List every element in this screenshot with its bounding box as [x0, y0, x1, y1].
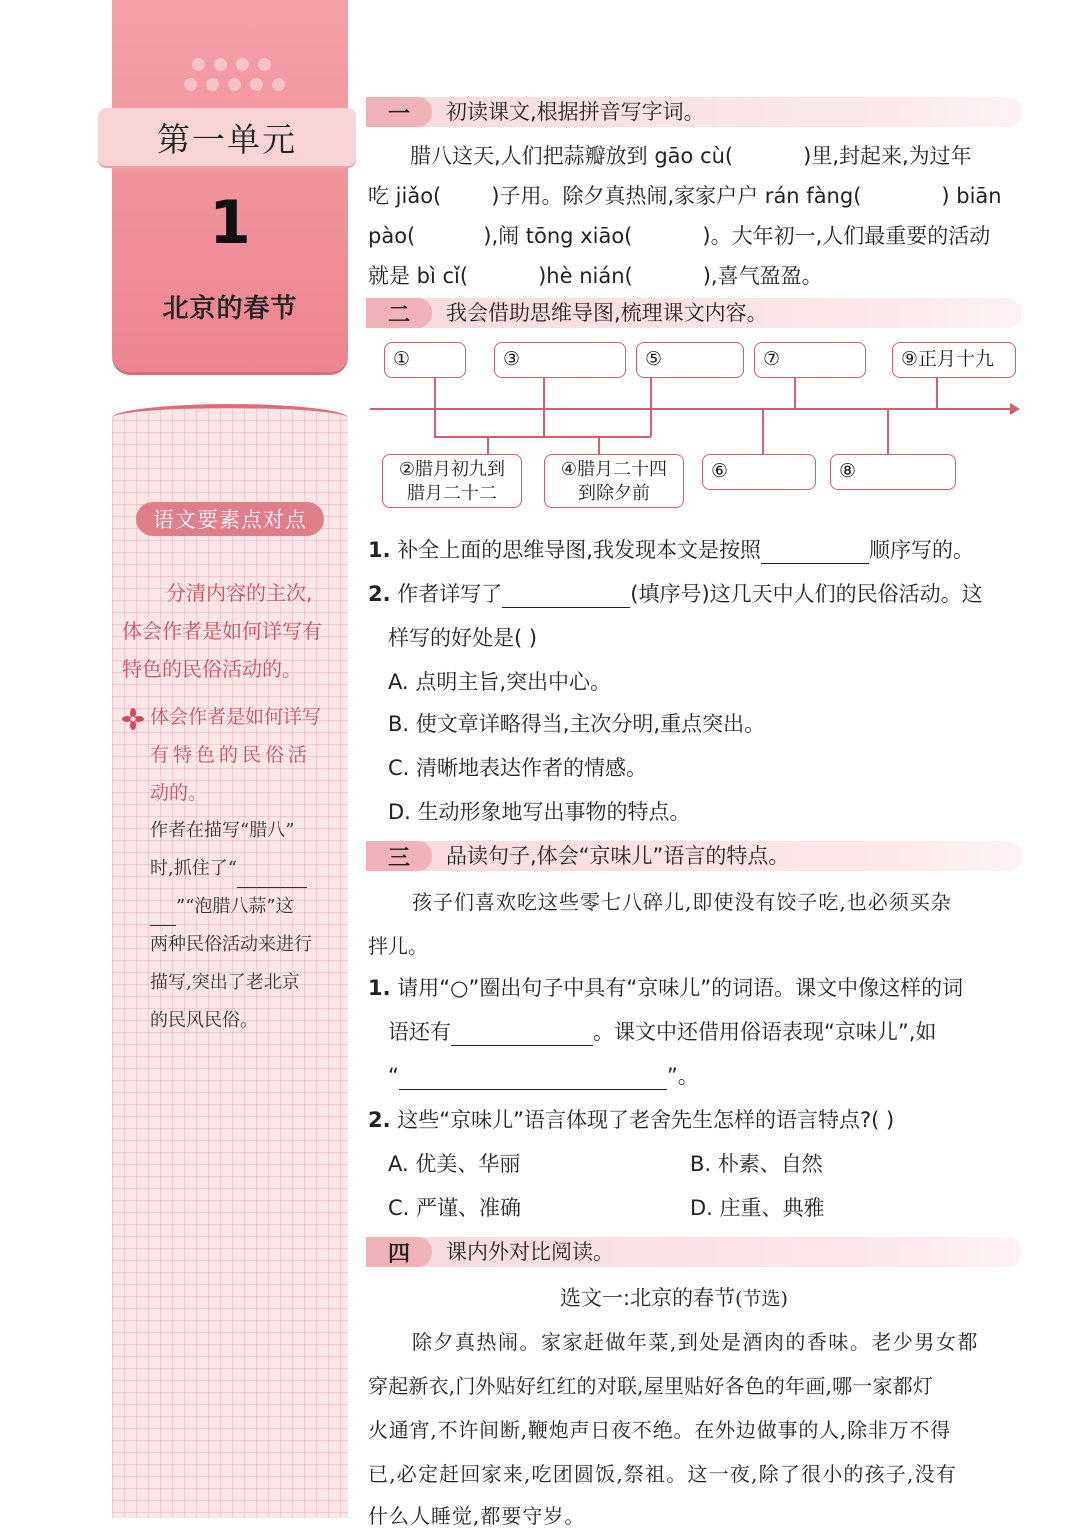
text: )hè nián(	[538, 264, 633, 288]
connector	[598, 436, 600, 456]
text: 吃 jiǎo(	[368, 184, 442, 208]
option-c[interactable]: C. 严谨、准确	[388, 1196, 522, 1220]
arrow-right-icon	[1010, 403, 1020, 415]
answer-line	[150, 850, 307, 888]
text: pào(	[368, 224, 416, 248]
mindmap-box-7[interactable]: ⑦	[754, 342, 866, 378]
mindmap-box-1[interactable]: ①	[384, 342, 466, 378]
decor-dot	[192, 58, 205, 71]
quote-line: 孩子们喜欢吃这些零七八碎儿,即使没有饺子吃,也必须买杂	[412, 890, 952, 914]
question-1	[368, 972, 963, 1002]
decor-dot	[250, 78, 263, 91]
text: )。大年初一,人们最重要的活动	[702, 224, 991, 248]
mindmap-box-9: ⑨正月十九	[892, 342, 1016, 378]
sidebar	[112, 0, 348, 1514]
passage-line: 什么人睡觉,都要守岁。	[368, 1504, 586, 1528]
answer-line: 两种民俗活动来进行	[150, 934, 312, 955]
answer-blank[interactable]	[502, 585, 630, 608]
question-text: (填序号)这几天中人们的民俗活动。这	[630, 582, 983, 606]
unit-label: 第一单元	[98, 108, 356, 166]
mindmap-box-6[interactable]: ⑥	[702, 454, 816, 490]
section-tag: 一	[366, 97, 432, 127]
text: ),闹 tōng xiāo(	[483, 224, 633, 248]
answer-line: 描写,突出了老北京	[150, 972, 300, 993]
question-number: 1.	[368, 538, 391, 562]
question-1	[368, 534, 974, 564]
passage-title-text: 选文一:北京的春节	[560, 1286, 736, 1310]
answer-line	[150, 888, 294, 926]
unit-card	[112, 0, 348, 372]
flower-icon	[122, 708, 144, 730]
decor-dot	[214, 58, 227, 71]
passage-title	[560, 1282, 788, 1312]
tip-line: 动的。	[150, 782, 208, 804]
option-b[interactable]: B. 使文章详略得当,主次分明,重点突出。	[388, 712, 766, 736]
question-text: 作者详写了	[397, 582, 503, 606]
text: ),喜气盈盈。	[702, 264, 823, 288]
timeline-axis	[370, 408, 1016, 410]
option-a[interactable]: A. 点明主旨,突出中心。	[388, 670, 612, 694]
lesson-title: 北京的春节	[162, 294, 298, 324]
passage-line: 已,必定赶回家来,吃团圆饭,祭祖。这一夜,除了很小的孩子,没有	[368, 1462, 957, 1486]
text: 腊八这天,人们把蒜瓣放到 gāo cù(	[410, 144, 734, 168]
text: 就是 bì cǐ(	[368, 264, 469, 288]
connector	[936, 378, 938, 408]
question-2	[368, 1104, 894, 1134]
section-title: 品读句子,体会“京味儿”语言的特点。	[446, 844, 790, 868]
tip-line: 体会作者是如何详写	[150, 706, 322, 728]
mindmap-box-2	[382, 454, 522, 508]
decor-dot	[206, 78, 219, 91]
connector	[650, 378, 652, 408]
question-text: ”。	[666, 1064, 699, 1088]
connector	[487, 436, 489, 456]
question-text: 样写的好处是( )	[388, 626, 538, 650]
question-number: 2.	[368, 582, 391, 606]
option-c[interactable]: C. 清晰地表达作者的情感。	[388, 756, 648, 780]
pinyin-line	[368, 260, 823, 290]
section-title: 我会借助思维导图,梳理课文内容。	[446, 301, 768, 325]
lesson-number: 1	[209, 188, 251, 258]
pinyin-line	[368, 220, 990, 250]
box-line: 到除夕前	[578, 483, 650, 504]
connector	[762, 408, 764, 454]
passage-line: 除夕真热闹。家家赶做年菜,到处是酒肉的香味。老少男女都	[412, 1330, 979, 1354]
answer-text: ”“泡腊八蒜”这	[176, 896, 294, 917]
answer-blank[interactable]	[150, 905, 176, 926]
passage-line: 穿起新衣,门外贴好红红的对联,屋里贴好各色的年画,哪一家都灯	[368, 1374, 934, 1398]
quote-line: 拌儿。	[368, 934, 428, 958]
connector	[887, 408, 889, 454]
section-tag: 二	[366, 298, 432, 328]
decor-dot	[184, 78, 197, 91]
mindmap-box-5[interactable]: ⑤	[636, 342, 744, 378]
notes-heading: 语文要素点对点	[136, 502, 324, 536]
answer-text: 时,抓住了“	[150, 858, 237, 879]
connector	[434, 436, 544, 438]
connector	[794, 378, 796, 408]
question-text: 语还有	[388, 1020, 451, 1044]
answer-line: 作者在描写“腊八”	[150, 820, 295, 841]
answer-blank[interactable]	[237, 867, 307, 888]
question-text: 顺序写的。	[868, 538, 974, 562]
section-tag: 四	[366, 1237, 432, 1267]
question-text: 请用“○”圈出句子中具有“京味儿”的词语。课文中像这样的词	[397, 976, 964, 1000]
mindmap-box-3[interactable]: ③	[494, 342, 626, 378]
question-text: 这些“京味儿”语言体现了老舍先生怎样的语言特点?( )	[397, 1108, 895, 1132]
question-text: 。课文中还借用俗语表现“京味儿”,如	[593, 1020, 937, 1044]
option-d[interactable]: D. 庄重、典雅	[690, 1196, 825, 1220]
connector	[543, 408, 545, 436]
option-d[interactable]: D. 生动形象地写出事物的特点。	[388, 800, 691, 824]
question-number: 2.	[368, 1108, 391, 1132]
text: ) biān	[941, 184, 1002, 208]
decor-dot	[228, 78, 241, 91]
answer-blank[interactable]	[761, 541, 869, 564]
pinyin-line	[410, 140, 972, 170]
box-line: ④腊月二十四	[560, 459, 668, 480]
question-line	[388, 1016, 936, 1046]
section-title: 课内外对比阅读。	[446, 1240, 614, 1264]
box-line: 腊月二十二	[407, 483, 497, 504]
question-2	[368, 578, 983, 608]
question-text: “	[388, 1064, 399, 1088]
text: )里,封起来,为过年	[803, 144, 972, 168]
passage-line: 火通宵,不许间断,鞭炮声日夜不绝。在外边做事的人,除非万不得	[368, 1418, 952, 1442]
question-line	[388, 1060, 699, 1090]
connector	[650, 408, 652, 436]
connector	[434, 378, 436, 408]
decor-dot	[236, 58, 249, 71]
option-a[interactable]: A. 优美、华丽	[388, 1152, 521, 1176]
answer-blank[interactable]	[399, 1067, 667, 1090]
text: )子用。除夕真热闹,家家户户 rán fàng(	[491, 184, 862, 208]
element-line: 体会作者是如何详写有	[122, 619, 322, 643]
element-line: 分清内容的主次,	[166, 581, 313, 605]
decor-dot	[272, 78, 285, 91]
question-number: 1.	[368, 976, 391, 1000]
pinyin-line	[368, 180, 1002, 210]
element-line: 特色的民俗活动的。	[122, 657, 302, 681]
mindmap-box-8[interactable]: ⑧	[830, 454, 956, 490]
question-text: 补全上面的思维导图,我发现本文是按照	[397, 538, 761, 562]
box-line: ②腊月初九到	[398, 459, 506, 480]
connector	[543, 378, 545, 408]
answer-line: 的民风民俗。	[150, 1010, 258, 1031]
option-b[interactable]: B. 朴素、自然	[690, 1152, 823, 1176]
decor-dot	[258, 58, 271, 71]
passage-note: (节选)	[735, 1288, 788, 1310]
section-tag: 三	[366, 841, 432, 871]
connector	[543, 436, 651, 438]
answer-blank[interactable]	[451, 1023, 593, 1046]
section-title: 初读课文,根据拼音写字词。	[446, 100, 705, 124]
tip-line: 有特色的民俗活	[150, 744, 312, 766]
connector	[434, 408, 436, 436]
mindmap-box-4	[544, 454, 684, 508]
